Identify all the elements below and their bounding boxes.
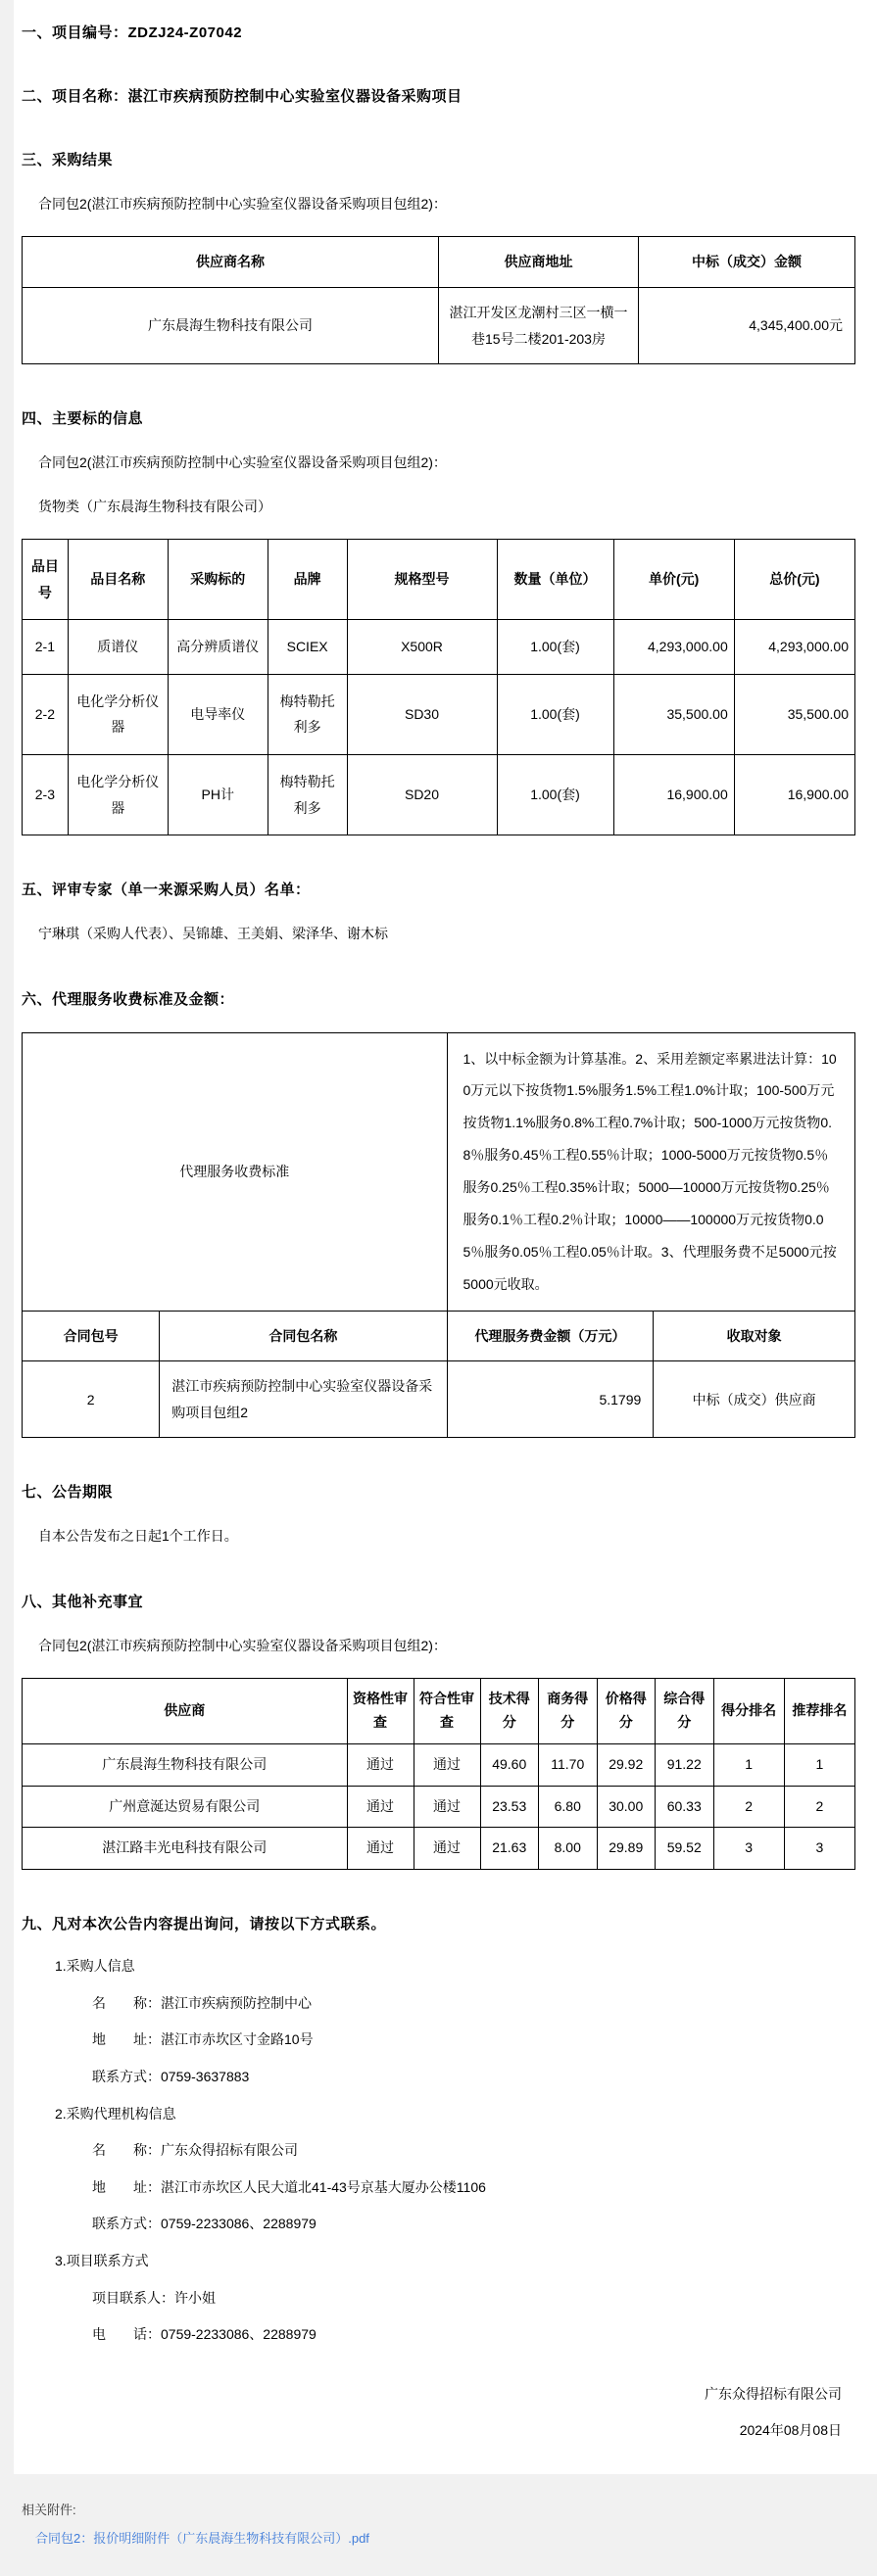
buyer-info-title: 1.采购人信息 <box>55 1958 135 1975</box>
total-price-cell: 35,500.00 <box>734 674 854 754</box>
agency-info-title: 2.采购代理机构信息 <box>55 2105 176 2122</box>
section-1-heading: 一、项目编号：ZDZJ24-Z07042 <box>22 24 243 41</box>
supplier-cell: 广州意涎达贸易有限公司 <box>23 1786 348 1828</box>
col-header-award-amount: 中标（成交）金额 <box>639 237 855 288</box>
table-row <box>23 1743 855 1786</box>
package-name-cell: 湛江市疾病预防控制中心实验室仪器设备采购项目包组2 <box>160 1361 447 1438</box>
col-header-fee-amount: 代理服务费金额（万元） <box>447 1311 654 1361</box>
col-header-qualification-review: 资格性审查 <box>347 1679 414 1744</box>
score-rank-cell: 3 <box>713 1828 784 1870</box>
supplier-score-table <box>22 1678 855 1870</box>
score-rank-cell: 2 <box>713 1786 784 1828</box>
col-header-supplier-name: 供应商名称 <box>23 237 439 288</box>
agency-address: 地 址：湛江市赤坎区人民大道北41-43号京基大厦办公楼1106 <box>92 2178 486 2195</box>
buyer-phone: 联系方式：0759-3637883 <box>92 2068 250 2084</box>
section-2-heading: 二、项目名称：湛江市疾病预防控制中心实验室仪器设备采购项目 <box>22 88 463 105</box>
section-6-heading: 六、代理服务收费标准及金额： <box>22 990 235 1008</box>
subject-cell: 高分辨质谱仪 <box>168 620 268 675</box>
table-row <box>23 754 855 835</box>
brand-cell: 梅特勒托利多 <box>268 754 347 835</box>
col-header-package-no: 合同包号 <box>23 1311 160 1361</box>
supplier-name-cell: 广东晨海生物科技有限公司 <box>23 287 439 363</box>
subject-cell: PH计 <box>168 754 268 835</box>
col-header-item-name: 品目名称 <box>68 539 168 619</box>
announcement-document <box>14 0 877 2474</box>
conformity-cell: 通过 <box>414 1828 480 1870</box>
table-header-row <box>23 539 855 619</box>
agency-phone: 联系方式：0759-2233086、2288979 <box>92 2216 317 2232</box>
package-no-cell: 2 <box>23 1361 160 1438</box>
col-header-technical-score: 技术得分 <box>480 1679 539 1744</box>
total-price-cell: 16,900.00 <box>734 754 854 835</box>
col-header-recommend-rank: 推荐排名 <box>784 1679 854 1744</box>
attachments-label: 相关附件: <box>22 2502 76 2517</box>
col-header-fee-payer: 收取对象 <box>654 1311 855 1361</box>
award-amount-cell: 4,345,400.00元 <box>639 287 855 363</box>
col-header-unit-price: 单价(元) <box>613 539 734 619</box>
business-score-cell: 11.70 <box>539 1743 598 1786</box>
score-rank-cell: 1 <box>713 1743 784 1786</box>
signature-block <box>22 2384 855 2441</box>
overall-score-cell: 59.52 <box>656 1828 714 1870</box>
col-header-item-no: 品目号 <box>23 539 69 619</box>
unit-price-cell: 4,293,000.00 <box>613 620 734 675</box>
qualification-cell: 通过 <box>347 1786 414 1828</box>
unit-price-cell: 35,500.00 <box>613 674 734 754</box>
table-row <box>23 1828 855 1870</box>
business-score-cell: 6.80 <box>539 1786 598 1828</box>
price-score-cell: 29.92 <box>597 1743 656 1786</box>
col-header-total-price: 总价(元) <box>734 539 854 619</box>
col-header-package-name: 合同包名称 <box>160 1311 447 1361</box>
recommend-rank-cell: 3 <box>784 1828 854 1870</box>
conformity-cell: 通过 <box>414 1743 480 1786</box>
item-name-cell: 电化学分析仪器 <box>68 674 168 754</box>
item-no-cell: 2-1 <box>23 620 69 675</box>
price-score-cell: 29.89 <box>597 1828 656 1870</box>
table-row <box>23 674 855 754</box>
section-3-package-intro: 合同包2(湛江市疾病预防控制中心实验室仪器设备采购项目包组2)： <box>38 196 447 212</box>
quantity-cell: 1.00(套) <box>497 674 613 754</box>
items-table <box>22 539 855 835</box>
table-header-row <box>23 1311 855 1361</box>
technical-score-cell: 23.53 <box>480 1786 539 1828</box>
section-4-goods-line: 货物类（广东晨海生物科技有限公司） <box>38 498 271 514</box>
table-row <box>23 1032 855 1311</box>
contact-block <box>22 1957 855 2345</box>
section-8-heading: 八、其他补充事宜 <box>22 1593 144 1610</box>
technical-score-cell: 21.63 <box>480 1828 539 1870</box>
project-contact-title: 3.项目联系方式 <box>55 2252 149 2268</box>
table-row <box>23 620 855 675</box>
agency-fee-table <box>22 1032 855 1439</box>
table-row <box>23 287 855 363</box>
col-header-overall-score: 综合得分 <box>656 1679 714 1744</box>
col-header-procurement-subject: 采购标的 <box>168 539 268 619</box>
fee-standard-text-cell: 1、以中标金额为计算基准。2、采用差额定率累进法计算：100万元以下按货物1.5%服务1.5%工程1.0%计取；100-500万元按货物1.1%服务0.8%工程0.7%计取；500-1000万元按货物0.8％服务0.45％工程0.55％计取；1000-5000万元按货物0.5％服务0.25％工程0.35%计取；5000—10000万元按货物0.25％服务0.1％工程0.2％计取；10000——100000万元按货物0.05％服务0.05％工程0.05％计取。3、代理服务费不足5000元按5000元收取。 <box>447 1032 855 1311</box>
subject-cell: 电导率仪 <box>168 674 268 754</box>
table-row <box>23 1361 855 1438</box>
supplier-address-cell: 湛江开发区龙潮村三区一横一巷15号二楼201-203房 <box>439 287 639 363</box>
table-row <box>23 1786 855 1828</box>
unit-price-cell: 16,900.00 <box>613 754 734 835</box>
attachments-footer <box>0 2474 877 2576</box>
fee-payer-cell: 中标（成交）供应商 <box>654 1361 855 1438</box>
col-header-conformity-review: 符合性审查 <box>414 1679 480 1744</box>
col-header-score-rank: 得分排名 <box>713 1679 784 1744</box>
quantity-cell: 1.00(套) <box>497 620 613 675</box>
table-header-row <box>23 237 855 288</box>
table-header-row <box>23 1679 855 1744</box>
project-contact-person: 项目联系人：许小姐 <box>92 2289 216 2306</box>
col-header-supplier-address: 供应商地址 <box>439 237 639 288</box>
item-name-cell: 电化学分析仪器 <box>68 754 168 835</box>
recommend-rank-cell: 1 <box>784 1743 854 1786</box>
agency-name: 名 称：广东众得招标有限公司 <box>92 2142 298 2159</box>
qualification-cell: 通过 <box>347 1743 414 1786</box>
fee-amount-cell: 5.1799 <box>447 1361 654 1438</box>
section-4-package-intro: 合同包2(湛江市疾病预防控制中心实验室仪器设备采购项目包组2)： <box>38 454 447 471</box>
col-header-supplier: 供应商 <box>23 1679 348 1744</box>
brand-cell: SCIEX <box>268 620 347 675</box>
supplier-cell: 湛江路丰光电科技有限公司 <box>23 1828 348 1870</box>
item-no-cell: 2-2 <box>23 674 69 754</box>
announcement-period-text: 自本公告发布之日起1个工作日。 <box>38 1528 238 1545</box>
supplier-cell: 广东晨海生物科技有限公司 <box>23 1743 348 1786</box>
section-8-package-intro: 合同包2(湛江市疾病预防控制中心实验室仪器设备采购项目包组2)： <box>38 1637 447 1653</box>
price-score-cell: 30.00 <box>597 1786 656 1828</box>
overall-score-cell: 60.33 <box>656 1786 714 1828</box>
model-cell: SD20 <box>347 754 497 835</box>
total-price-cell: 4,293,000.00 <box>734 620 854 675</box>
procurement-result-table <box>22 236 855 364</box>
section-9-heading: 九、凡对本次公告内容提出询问，请按以下方式联系。 <box>22 1916 387 1933</box>
col-header-brand: 品牌 <box>268 539 347 619</box>
business-score-cell: 8.00 <box>539 1828 598 1870</box>
overall-score-cell: 91.22 <box>656 1743 714 1786</box>
signature-date: 2024年08月08日 <box>739 2421 842 2438</box>
model-cell: X500R <box>347 620 497 675</box>
section-7-heading: 七、公告期限 <box>22 1484 114 1502</box>
qualification-cell: 通过 <box>347 1828 414 1870</box>
buyer-name: 名 称：湛江市疾病预防控制中心 <box>92 1994 312 2011</box>
section-3-heading: 三、采购结果 <box>22 152 114 168</box>
fee-standard-label-cell: 代理服务收费标准 <box>23 1032 448 1311</box>
item-no-cell: 2-3 <box>23 754 69 835</box>
signature-org: 广东众得招标有限公司 <box>705 2385 842 2402</box>
attachment-link-pdf[interactable]: 合同包2：报价明细附件（广东晨海生物科技有限公司）.pdf <box>35 2530 369 2546</box>
item-name-cell: 质谱仪 <box>68 620 168 675</box>
recommend-rank-cell: 2 <box>784 1786 854 1828</box>
model-cell: SD30 <box>347 674 497 754</box>
quantity-cell: 1.00(套) <box>497 754 613 835</box>
brand-cell: 梅特勒托利多 <box>268 674 347 754</box>
col-header-model: 规格型号 <box>347 539 497 619</box>
conformity-cell: 通过 <box>414 1786 480 1828</box>
col-header-quantity: 数量（单位） <box>497 539 613 619</box>
technical-score-cell: 49.60 <box>480 1743 539 1786</box>
project-contact-phone: 电 话：0759-2233086、2288979 <box>92 2326 317 2343</box>
section-5-heading: 五、评审专家（单一来源采购人员）名单： <box>22 882 311 899</box>
buyer-address: 地 址：湛江市赤坎区寸金路10号 <box>92 2031 314 2048</box>
section-4-heading: 四、主要标的信息 <box>22 410 144 428</box>
expert-list: 宁琳琪（采购人代表）、吴锦雄、王美娟、梁泽华、谢木标 <box>38 926 388 942</box>
col-header-price-score: 价格得分 <box>597 1679 656 1744</box>
col-header-business-score: 商务得分 <box>539 1679 598 1744</box>
